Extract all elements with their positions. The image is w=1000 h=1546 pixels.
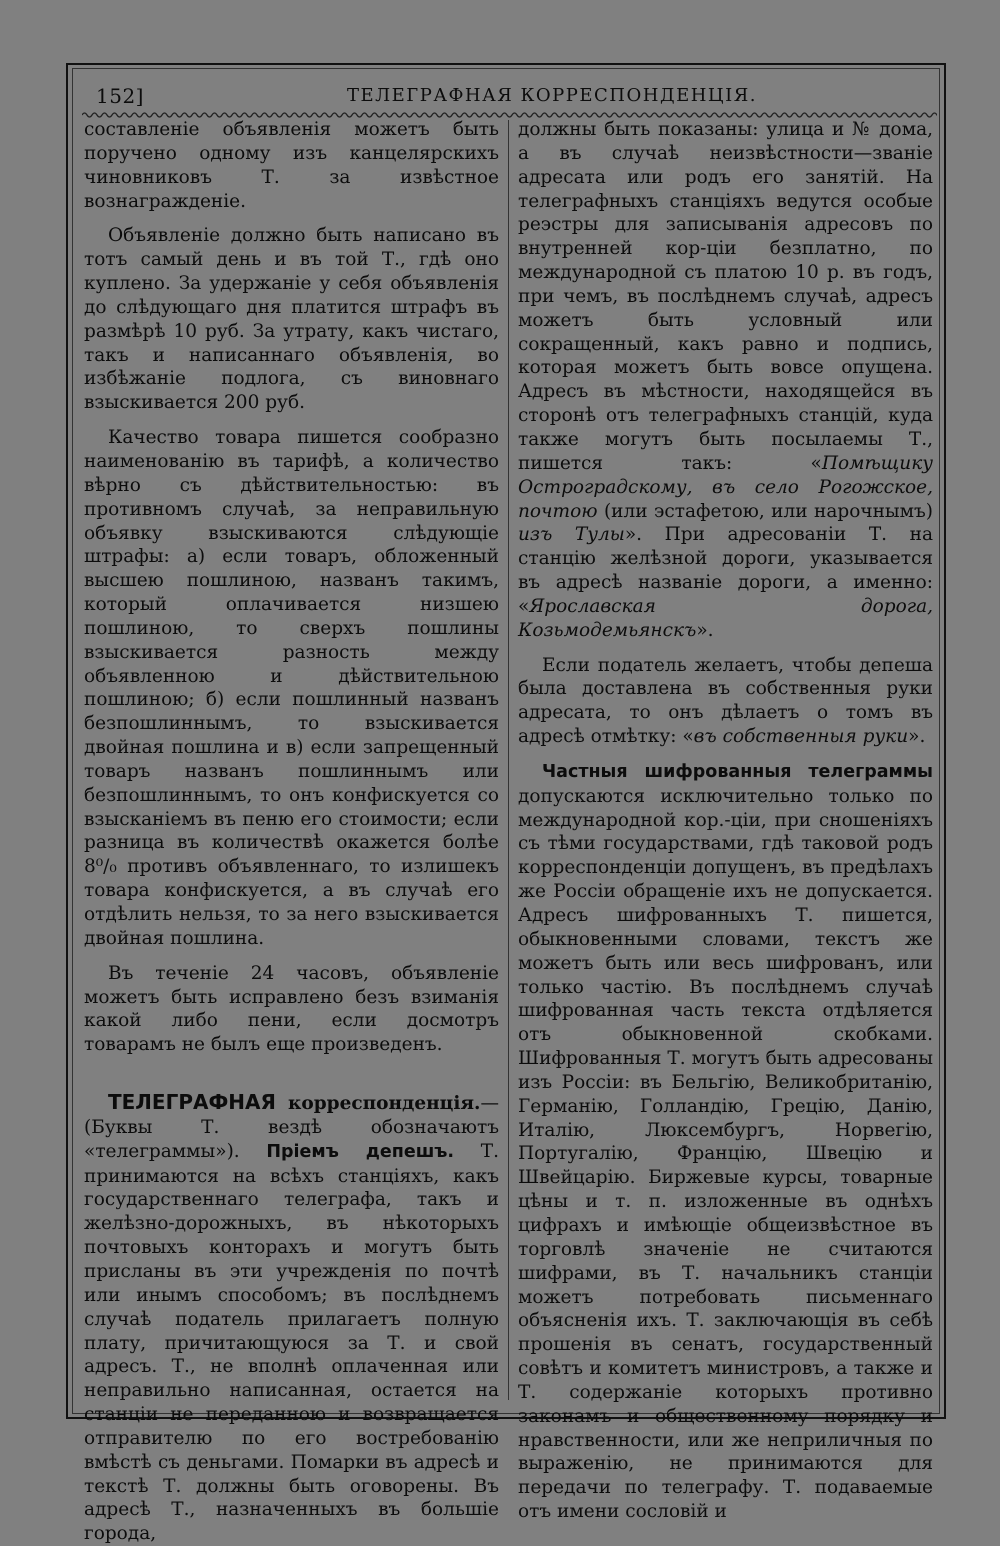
page-number: 152] (96, 84, 144, 108)
italic-example: Ярославская дорога, Козьмодемьянскъ (518, 595, 933, 641)
subheading-reception: Пріемъ депешъ. (266, 1141, 455, 1162)
section-heading: ТЕЛЕГРАФНАЯ (108, 1090, 276, 1115)
left-column (84, 118, 499, 1546)
section-heading-continuation: корреспонденція. (288, 1093, 481, 1115)
paragraph-address (518, 118, 933, 643)
running-head: ТЕЛЕГРАФНАЯ КОРРЕСПОНДЕНЦІЯ. (346, 85, 757, 106)
paragraph: составленіе объявленія можетъ быть поручено одному изъ канцелярскихъ чиновниковъ Т. за извѣстное вознагражденіе. (84, 119, 499, 212)
text-run: ». При адресованіи Т. на станцію желѣзной дороги, указывается въ адресѣ названіе дороги, а именно: « (518, 524, 933, 617)
text-run: должны быть показаны: улица и № дома, а въ случаѣ неизвѣстности—званіе адресата или родъ его занятій. На телеграфныхъ станціяхъ ведутся особые реэстры для записыванія адресовъ по внутренней кор-ціи безплатно, по международной съ платою 10 р. въ годъ, при чемъ, въ послѣднемъ случаѣ, адресъ можетъ быть условный или сокращенный, какъ равно и подпись, которая можетъ быть вовсе опущена. Адресъ въ мѣстности, находящейся въ сторонѣ отъ телеграфныхъ станцій, куда также могутъ быть посылаемы Т., пишется такъ: « (518, 119, 933, 474)
text-run: (или эстафетою, или нарочнымъ) (597, 500, 933, 522)
italic-example: въ собственныя руки (693, 726, 909, 748)
text-run: ». (908, 726, 926, 748)
text-run: ». (696, 619, 714, 641)
section-text: — (Буквы Т. вездѣ обозначаютъ «телеграммы»). (84, 1093, 499, 1162)
paragraph-personal-delivery (518, 654, 933, 749)
paragraph: Объявленіе должно быть написано въ тотъ самый день и въ той Т., гдѣ оно куплено. За удержаніе у себя объявленія до слѣдующаго дня платится штрафъ въ размѣрѣ 10 руб. За утрату, какъ чистаго, такъ и написаннаго объявленія, во избѣжаніе подлога, съ виновнаго взыскивается 200 руб. (84, 225, 499, 414)
right-column (518, 118, 933, 1524)
paragraph: Качество товара пишется сообразно наименованію въ тарифѣ, а количество вѣрно съ дѣйствительностью: въ противномъ случаѣ, за неправильную объявку взыскиваются слѣдующіе штрафы: а) если товаръ, обложенный высшею пошлиною, названъ такимъ, который оплачивается низшею пошлиною, то сверхъ пошлины взыскивается разность между объявленною и дѣйствительною пошлиною; б) если пошлинный названъ безпошлиннымъ, то взыскивается двойная пошлина и в) если запрещенный товаръ названъ пошлиннымъ или безпошлиннымъ, то онъ конфискуется со взысканіемъ въ пеню его стоимости; если разница въ количествѣ окажется болѣе 8⁰/₀ противъ объявленнаго, то излишекъ товара конфискуется, а въ случаѣ его отдѣлить нельзя, то за него взыскивается двойная пошлина. (84, 427, 499, 949)
section-text: Т. принимаются на всѣхъ станціяхъ, какъ государственнаго телеграфа, такъ и желѣзно-дорожныхъ, въ нѣкоторыхъ почтовыхъ конторахъ и могутъ быть присланы въ эти учрежденія по почтѣ или инымъ способомъ; въ послѣднемъ случаѣ податель прилагаетъ полную плату, причитающуюся за Т. и свой адресъ. Т., не вполнѣ оплаченная или неправильно написанная, остается на станціи не переданною и возвращается отправителю по его востребованію вмѣстѣ съ деньгами. Помарки въ адресѣ и текстѣ Т. должны быть оговорены. Въ адресѣ Т., назначенныхъ въ большіе города, (84, 1140, 499, 1545)
paragraph: Въ теченіе 24 часовъ, объявленіе можетъ быть исправлено безъ взиманія какой либо пени, если досмотръ товарамъ не былъ еще произведенъ. (84, 962, 499, 1056)
subheading-encrypted-telegrams: Частныя шифрованныя телеграммы (542, 761, 933, 782)
italic-example: Помѣщику Остроградскому, въ село Рогожское, почтою (518, 452, 933, 522)
italic-example: изъ Тулы (518, 524, 625, 546)
section-telegraph-correspondence (84, 1091, 499, 1546)
text-run: допускаются исключительно только по международной кор.-ціи, при сношеніяхъ съ тѣми государствами, гдѣ таковой родъ корреспонденціи допущенъ, въ предѣлахъ же Россіи обращеніе ихъ не допускается. Адресъ шифрованныхъ Т. пишется, обыкновенными словами, текстъ же можетъ быть или весь шифрованъ, или только частію. Въ послѣднемъ случаѣ шифрованная часть текста отдѣляется отъ обыкновенной скобками. Шифрованныя Т. могутъ быть адресованы изъ Россіи: въ Бельгію, Великобританію, Германію, Голландію, Грецію, Данію, Италію, Люксембургъ, Норвегію, Португалію, Францію, Швецію и Швейцарію. Биржевые курсы, товарные цѣны и т. п. изложенные въ однѣхъ цифрахъ и имѣющіе общеизвѣстное въ торговлѣ значеніе не считаются шифрами, въ Т. начальникъ станціи можетъ потребовать письменнаго объясненія ихъ. Т. заключающія въ себѣ прошенія въ сенатъ, государственный совѣтъ и комитетъ министровъ, а также и Т. содержаніе которыхъ противно законамъ и общественному порядку и нравственности, или же неприличныя по выраженію, не принимаются для передачи по телеграфу. Т. подаваемые отъ имени сословій и (518, 785, 933, 1523)
text-run: Если податель желаетъ, чтобы депеша была доставлена въ собственныя руки адресата, то онъ дѣлаетъ о томъ въ адресѣ отмѣтку: « (518, 654, 933, 748)
column-divider (508, 120, 509, 1400)
page-header (82, 80, 937, 110)
paragraph-encrypted (518, 760, 933, 1524)
